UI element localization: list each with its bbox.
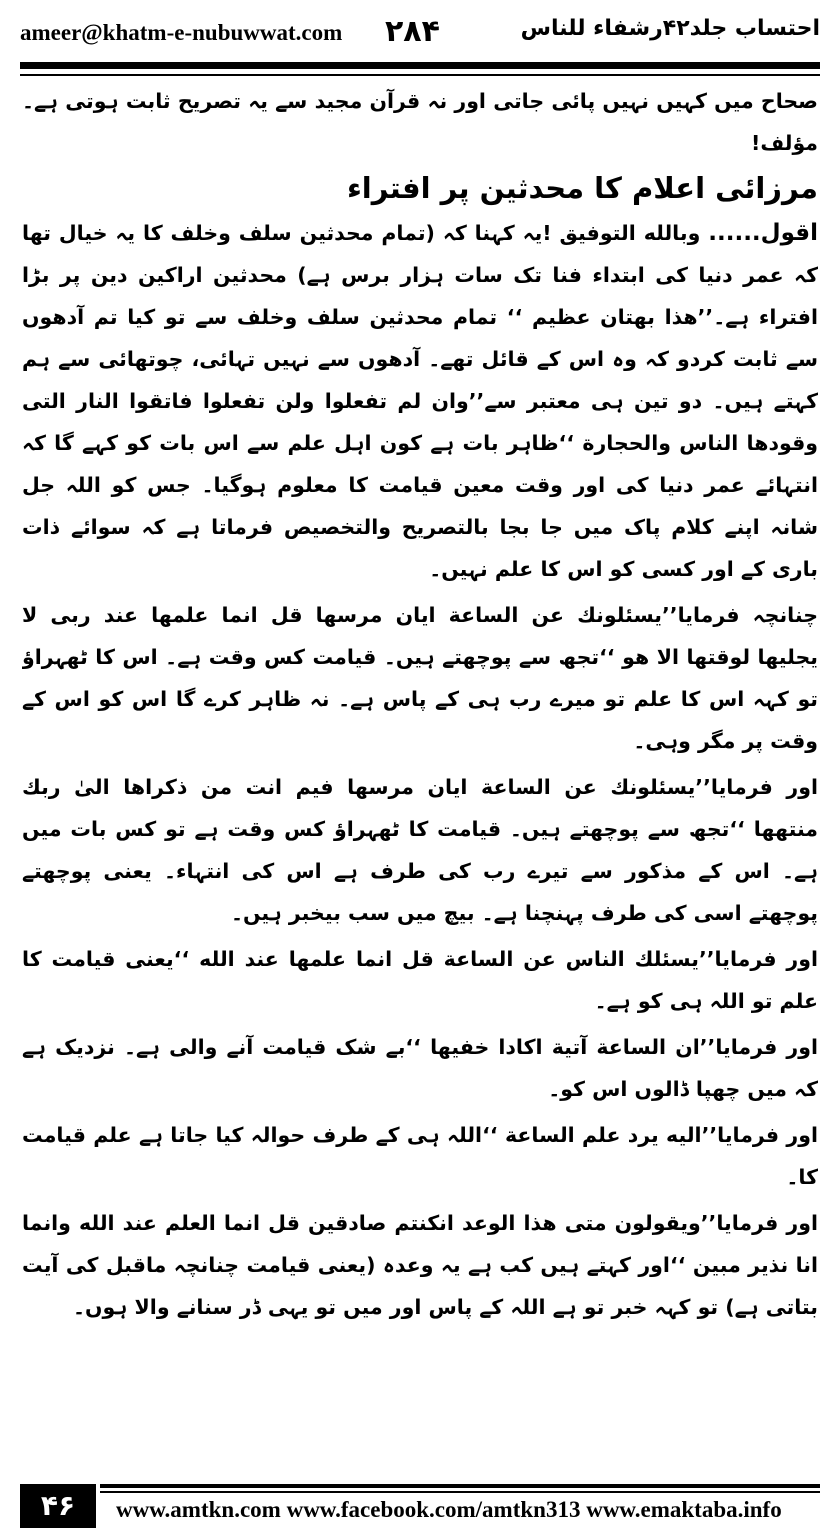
page-footer: [20, 1484, 820, 1528]
header-rule-thick: [20, 62, 820, 69]
footer-page-number: ۴۶: [20, 1484, 96, 1528]
paragraph-2-text: وبالله التوفيق !یہ کہنا کہ (تمام محدثین سلف وخلف کا یہ خیال تھا کہ عمر دنیا کی ابتداء فنا تک سات ہزار برس ہے) محدثین اراکین دین پر بڑا افتراء ہے۔’’ھذا بھتان عظیم ‘‘ تمام محدثین سلف وخلف سے تو کیا تم آدھوں سے ثابت کردو کہ وہ اس کے قائل تھے۔ آدھوں سے نہیں تہائی، چوتھائی سے ہم کہتے ہیں۔ دو تین ہی معتبر سے’’وان لم تفعلوا ولن تفعلوا فاتقوا النار التی وقودھا الناس والحجارة ‘‘ظاہر بات ہے کون اہل علم سے اس بات کو کہے گا کہ انتہائے عمر دنیا کی اور وقت معین قیامت کا معلوم ہوگیا۔ جس کو اللہ جل شانہ اپنے کلام پاک میں جا بجا بالتصریح والتخصیص فرماتا ہے کہ سوائے ذات باری کے اور کسی کو اس کا علم نہیں۔: [22, 221, 818, 581]
section-heading: مرزائی اعلام کا محدثین پر افتراء: [346, 171, 818, 205]
page-body: [22, 80, 818, 1458]
footer-links: www.amtkn.com www.facebook.com/amtkn313 www.emaktaba.info: [116, 1497, 782, 1522]
header-email: ameer@khatm-e-nubuwwat.com: [20, 20, 343, 45]
paragraph-8: اور فرمایا’’ویقولون متی ھذا الوعد انکنتم صادقین قل انما العلم عند الله وانما انا نذیر مبین ‘‘اور کہتے ہیں کب ہے یہ وعدہ (یعنی قیامت چنانچہ ماقبل کی آیت بتاتی ہے) تو کہہ خبر تو ہے اللہ کے پاس اور میں تو یہی ڈر سنانے والا ہوں۔: [22, 1211, 818, 1319]
header-book-title: احتساب جلد۴۲رشفاء للناس: [520, 16, 820, 41]
paragraph-1: صحاح میں کہیں نہیں پائی جاتی اور نہ قرآن مجید سے یہ تصریح ثابت ہوتی ہے۔ مؤلف!: [22, 89, 818, 155]
footer-rule-thick: [100, 1484, 820, 1488]
header-page-number: ۲۸۴: [385, 14, 440, 49]
paragraph-2: [22, 212, 818, 590]
paragraph-4: اور فرمایا’’یسئلونك عن الساعة ایان مرسھا فیم انت من ذکراھا الیٰ ربك منتھھا ‘‘تجھ سے پوچھتے ہیں۔ قیامت کا ٹھہراؤ کس وقت ہے تو کس بات میں ہے۔ اس کے مذکور سے تیرے رب کی طرف ہے اس کی انتہاء۔ یعنی پوچھتے پوچھتے اسی کی طرف پہنچنا ہے۔ بیچ میں سب بیخبر ہیں۔: [22, 775, 818, 925]
paragraph-2-lead: اقول......: [708, 220, 818, 246]
header-rule-thin: [20, 74, 820, 76]
paragraph-3: چنانچہ فرمایا’’یسئلونك عن الساعة ایان مرسھا قل انما علمھا عند ربی لا یجلیھا لوقتھا الا ھو ‘‘تجھ سے پوچھتے ہیں۔ قیامت کس وقت ہے۔ اس کا ٹھہراؤ تو کہہ اس کا علم تو میرے رب ہی کے پاس ہے۔ نہ ظاہر کرے گا اس کو اس کے وقت پر مگر وہی۔: [22, 603, 818, 753]
footer-rule-thin: [100, 1491, 820, 1493]
page-header: [20, 14, 820, 54]
paragraph-7: اور فرمایا’’الیه یرد علم الساعة ‘‘اللہ ہی کے طرف حوالہ کیا جاتا ہے علم قیامت کا۔: [22, 1123, 818, 1189]
paragraph-5: اور فرمایا’’یسئلك الناس عن الساعة قل انما علمھا عند الله ‘‘یعنی قیامت کا علم تو اللہ ہی کو ہے۔: [22, 947, 818, 1013]
paragraph-6: اور فرمایا’’ان الساعة آتیة اکادا خفیھا ‘‘بے شک قیامت آنے والی ہے۔ نزدیک ہے کہ میں چھپا ڈالوں اس کو۔: [22, 1035, 818, 1101]
